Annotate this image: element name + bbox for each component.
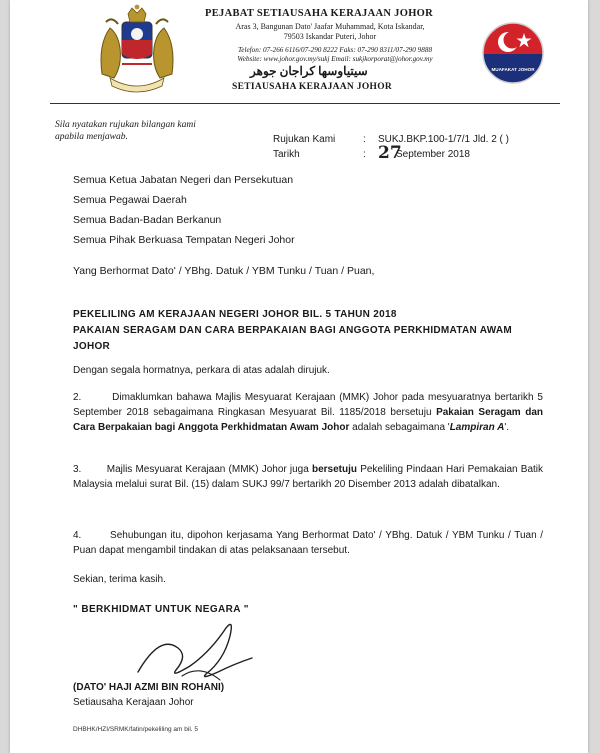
contact-web: Website: www.johor.gov.my/sukj Email: sukjkorporat@johor.gov.my bbox=[237, 55, 433, 63]
signatory-title: Setiausaha Kerajaan Johor bbox=[73, 697, 194, 708]
paragraph-2-number: 2. bbox=[73, 392, 82, 403]
address-line-1: Aras 3, Bangunan Dato' Jaafar Muhammad, Kota Iskandar, bbox=[235, 22, 425, 31]
subject-line-3: JOHOR bbox=[73, 341, 111, 352]
recipient-item: Semua Pegawai Daerah bbox=[73, 194, 187, 206]
file-reference-footer: DHBHK/HZI/SRMK/fatin/pekeliling am bil. 5 bbox=[73, 726, 198, 733]
date-colon: : bbox=[363, 149, 366, 160]
paragraph-3-text-b: Pekeliling Pindaan Hari Pemakaian Batik Malaysia melalui surat Bil. (15) dalam SUKJ 99/7 bertarikh 20 Disember 2013 adalah dibatalkan. bbox=[73, 464, 544, 490]
closing-text: Sekian, terima kasih. bbox=[73, 574, 166, 585]
salutation: Yang Berhormat Dato' / YBhg. Datuk / YBM Tunku / Tuan / Puan, bbox=[73, 265, 375, 277]
paragraph-4-number: 4. bbox=[73, 530, 82, 541]
date-label: Tarikh bbox=[273, 149, 300, 160]
contact-phone: Telefon: 07-266 6116/07-290 8222 Faks: 07-290 8311/07-290 9888 bbox=[237, 46, 433, 54]
paragraph-3-bold-1: bersetuju bbox=[312, 464, 358, 475]
address-line-2: 79503 Iskandar Puteri, Johor bbox=[283, 32, 377, 41]
jawi-title: سيتياوسها كراجان جوهر bbox=[250, 64, 368, 78]
paragraph-2 bbox=[73, 390, 543, 435]
letter-page bbox=[10, 0, 588, 753]
recipient-item: Semua Pihak Berkuasa Tempatan Negeri Johor bbox=[73, 234, 295, 246]
paragraph-4 bbox=[73, 528, 543, 558]
note-line-2: apabila menjawab. bbox=[55, 132, 128, 142]
note-line-1: Sila nyatakan rujukan bilangan kami bbox=[55, 120, 196, 130]
subject-line-1: PEKELILING AM KERAJAAN NEGERI JOHOR BIL. 5 TAHUN 2018 bbox=[73, 309, 397, 320]
reference-value: SUKJ.BKP.100-1/7/1 Jld. 2 ( ) bbox=[378, 134, 509, 145]
paragraph-3 bbox=[73, 462, 543, 492]
paragraph-3-number: 3. bbox=[73, 464, 82, 475]
reference-colon: : bbox=[363, 134, 366, 145]
paragraph-2-text-b: adalah sebagaimana ' bbox=[352, 422, 450, 433]
office-address bbox=[205, 22, 455, 42]
reference-label: Rujukan Kami bbox=[273, 134, 336, 145]
muafakat-johor-logo bbox=[480, 20, 546, 86]
recipient-item: Semua Ketua Jabatan Negeri dan Persekutuan bbox=[73, 174, 294, 186]
office-contact bbox=[185, 46, 485, 64]
paragraph-2-bold-2: Lampiran A bbox=[449, 422, 505, 433]
office-title: PEJABAT SETIAUSAHA KERAJAAN JOHOR bbox=[205, 8, 434, 19]
paragraph-3-text-a: Majlis Mesyuarat Kerajaan (MMK) Johor juga bbox=[106, 464, 309, 475]
reference-note bbox=[55, 119, 245, 143]
date-day-handwritten: 27 bbox=[378, 143, 402, 163]
paragraph-1: Dengan segala hormatnya, perkara di atas adalah dirujuk. bbox=[73, 365, 330, 376]
paragraph-4-text: Sehubungan itu, dipohon kerjasama Yang Berhormat Dato' / YBhg. Datuk / YBM Tunku / Tuan / Puan dapat mengambil tindakan di atas pelaksanaan tersebut. bbox=[73, 530, 544, 556]
johor-crest-logo bbox=[92, 4, 182, 96]
subject-line-2: PAKAIAN SERAGAM DAN CARA BERPAKAIAN BAGI ANGGOTA PERKHIDMATAN AWAM bbox=[73, 325, 513, 336]
letterhead-divider bbox=[50, 103, 560, 104]
secretary-title: SETIAUSAHA KERAJAAN JOHOR bbox=[232, 82, 393, 92]
signatory-name: (DATO' HAJI AZMI BIN ROHANI) bbox=[73, 682, 225, 693]
date-value: September 2018 bbox=[396, 149, 470, 160]
motto: " BERKHIDMAT UNTUK NEGARA " bbox=[73, 604, 249, 615]
paragraph-2-text-c: '. bbox=[504, 422, 510, 433]
handwritten-signature bbox=[130, 614, 260, 686]
recipient-item: Semua Badan-Badan Berkanun bbox=[73, 214, 222, 226]
paragraph-2-bold-1: Pakaian Seragam dan Cara Berpakaian bagi Anggota Perkhidmatan Awam Johor bbox=[73, 407, 543, 433]
muafakat-logo-text: MUAFAKAT JOHOR bbox=[491, 67, 535, 72]
paragraph-2-text-a: Dimaklumkan bahawa Majlis Mesyuarat Kerajaan (MMK) Johor pada mesyuaratnya bertarikh 5 September 2018 sebagaimana Ringkasan Mesyuarat Bil. 1185/2018 bersetuju bbox=[73, 392, 543, 418]
